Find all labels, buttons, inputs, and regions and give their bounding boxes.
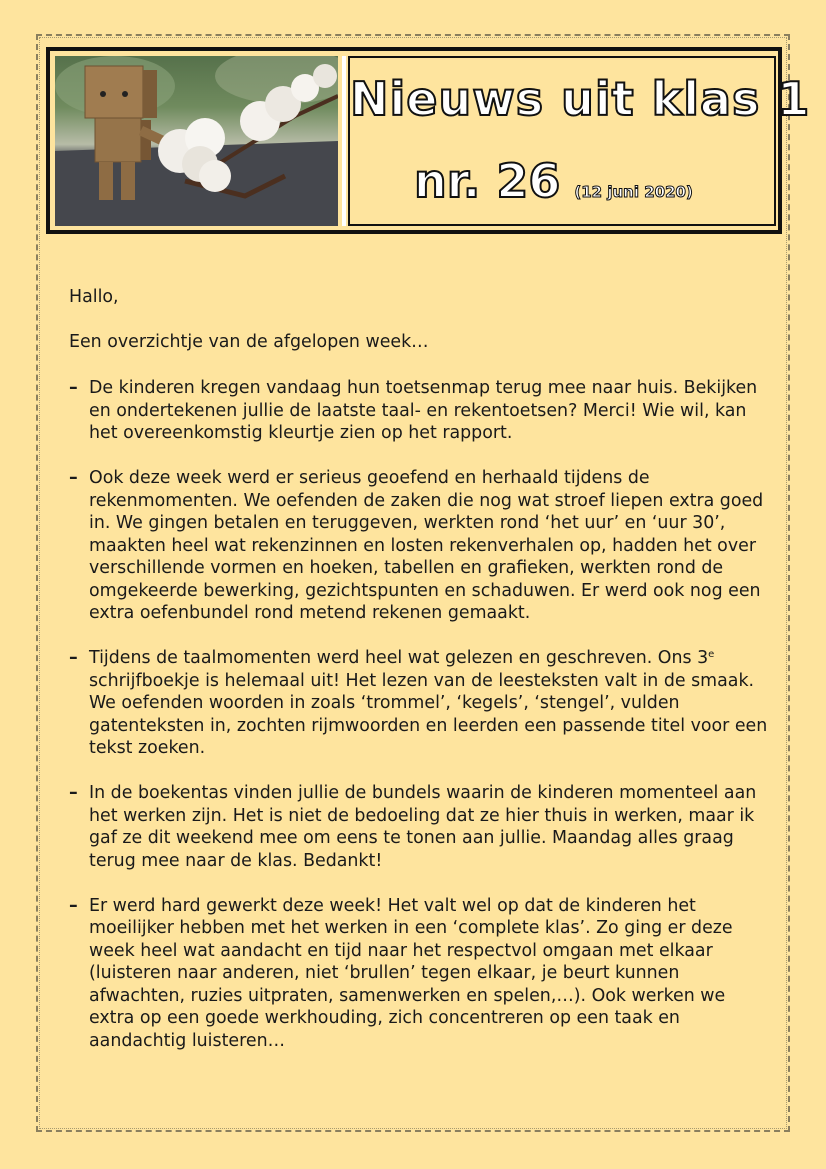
list-item: – Ook deze week werd er serieus geoefend en herhaald tijdens de rekenmomenten. We oefenden de zaken die nog wat stroef liepen extra goed in. We gingen betalen en teruggeven, werkten rond ‘het uur’ en ‘uur 30’, maakten heel wat rekenzinnen en losten rekenverhalen op, hadden het over verschillende vormen en hoeken, tabellen en grafieken, werkten rond de omgekeerde bewerking, gezichtspunten en schaduwen. Er werd ook nog een extra oefenbundel rond metend rekenen gemaakt. (69, 467, 769, 625)
issue-line (414, 154, 693, 208)
newsletter-header (46, 47, 811, 234)
letter-body (69, 286, 769, 1075)
issue-date: (12 juni 2020) (574, 183, 693, 201)
ordinal-suffix: e (708, 649, 715, 660)
list-item (69, 647, 769, 760)
list-item: – De kinderen kregen vandaag hun toetsenmap terug mee naar huis. Bekijken en ondertekenen jullie de laatste taal- en rekentoetsen? Merci! Wie wil, kan het overeenkomstig kleurtje zien op het rapport. (69, 377, 769, 445)
news-list (69, 377, 769, 1052)
cardboard-robot-with-cotton-image (55, 56, 338, 226)
list-item: – In de boekentas vinden jullie de bundels waarin de kinderen momenteel aan het werken zijn. Het is niet de bedoeling dat ze hier thuis in werken, maar ik gaf ze dit weekend mee om eens te tonen aan jullie. Maandag alles graag terug mee naar de klas. Bedankt! (69, 782, 769, 872)
greeting: Hallo, (69, 287, 119, 307)
newsletter-title: Nieuws uit klas 1 (350, 72, 811, 126)
header-photo (55, 56, 338, 226)
list-item-text: Tijdens de taalmomenten werd heel wat gelezen en geschreven. Ons 3 (89, 648, 709, 668)
list-item: – Er werd hard gewerkt deze week! Het valt wel op dat de kinderen het moeilijker hebben met het werken in een ‘complete klas’. Zo ging er deze week heel wat aandacht en tijd naar het respectvol omgaan met elkaar (luisteren naar anderen, niet ‘brullen’ tegen elkaar, je beurt kunnen afwachten, ruzies uitpraten, samenwerken en spelen,…). Ook werken we extra op een goede werkhouding, zich concentreren op een taak en aandachtig luisteren… (69, 895, 769, 1053)
title-box (348, 56, 811, 226)
header-divider (342, 56, 346, 226)
list-item-text: schrijfboekje is helemaal uit! Het lezen van de leesteksten valt in de smaak. We oefenden woorden in zoals ‘trommel’, ‘kegels’, ‘stengel’, vulden gatenteksten in, zochten rijmwoorden en leerden een passende titel voor een tekst zoeken. (89, 670, 768, 758)
issue-number: nr. 26 (414, 154, 561, 208)
intro-text: Een overzichtje van de afgelopen week… (69, 331, 429, 352)
